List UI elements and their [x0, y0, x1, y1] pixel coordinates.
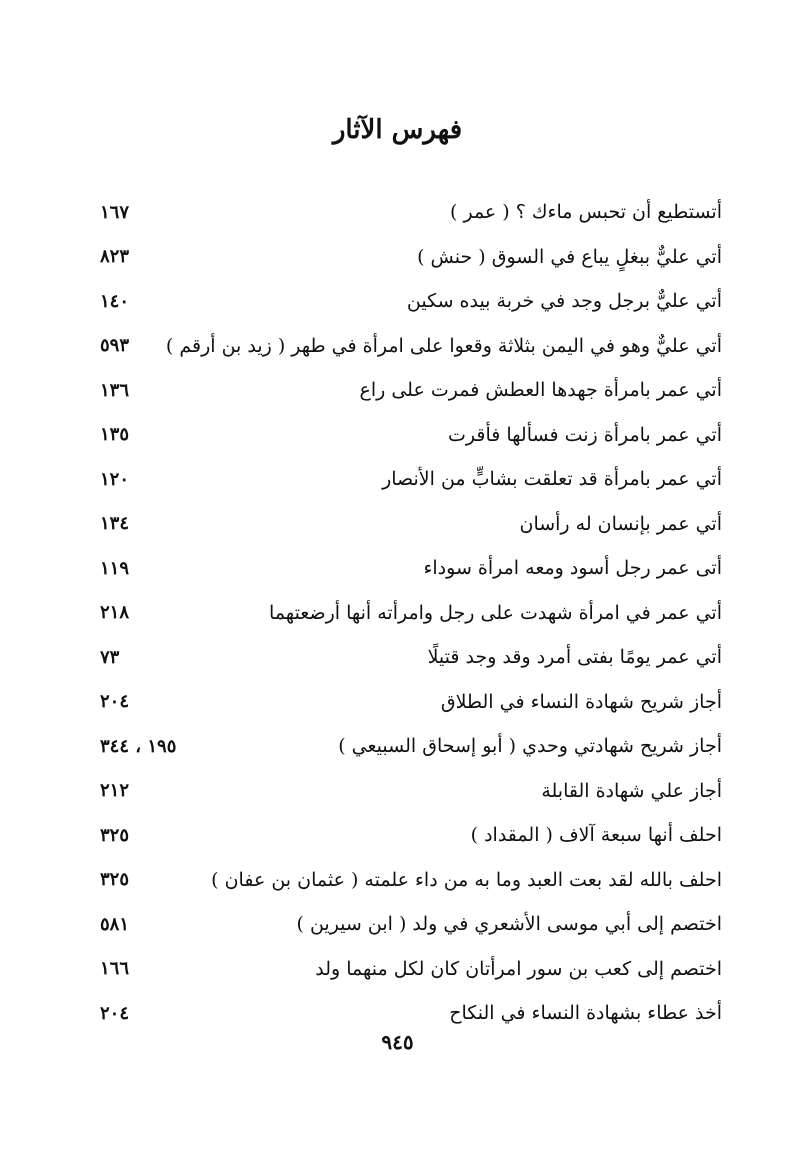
index-entry	[100, 991, 722, 1036]
entry-text: أجاز شريح شهادتي وحدي ( أبو إسحاق السبيعي )	[338, 735, 722, 758]
entry-text: أتي عمر بامرأة جهدها العطش فمرت على راع	[359, 379, 722, 402]
entry-page-ref: ١٢٠	[100, 468, 130, 490]
index-entry	[100, 502, 722, 547]
index-entry	[100, 813, 722, 858]
entry-text: أتي عمر في امرأة شهدت على رجل وامرأته أنها أرضعتهما	[269, 601, 722, 624]
index-entry	[100, 457, 722, 502]
entry-text: أتي عمر بإنسان له رأسان	[519, 512, 722, 535]
page-number: ٩٤٥	[381, 1030, 414, 1054]
entry-page-ref: ١٦٦	[100, 958, 130, 980]
entry-page-ref: ١٦٧	[100, 201, 130, 223]
entry-text: أجاز علي شهادة القابلة	[541, 779, 722, 802]
entry-text: أتي عمر بامرأة زنت فسألها فأقرت	[448, 423, 722, 446]
index-entry	[100, 902, 722, 947]
entry-page-ref: ٢١٢	[100, 780, 130, 802]
entry-page-ref: ١٣٤	[100, 513, 130, 535]
entry-page-ref: ١٤٠	[100, 290, 130, 312]
entry-text: أتستطيع أن تحبس ماءك ؟ ( عمر )	[450, 201, 722, 224]
index-entry	[100, 680, 722, 725]
entry-page-ref: ٥٨١	[100, 913, 130, 935]
entry-page-ref: ٣٢٥	[100, 824, 130, 846]
index-entry	[100, 413, 722, 458]
index-entry	[100, 368, 722, 413]
entry-text: أتي عمر يومًا بفتى أمرد وقد وجد قتيلًا	[427, 646, 722, 669]
entry-page-ref: ١١٩	[100, 557, 130, 579]
index-entry	[100, 324, 722, 369]
page-title: فهرس الآثار	[332, 115, 463, 145]
entry-text: احلف بالله لقد بعت العبد وما به من داء علمته ( عثمان بن عفان )	[211, 868, 722, 891]
entry-text: أخذ عطاء بشهادة النساء في النكاح	[449, 1002, 722, 1025]
index-entry	[100, 769, 722, 814]
entry-page-ref: ٧٣	[100, 646, 120, 668]
entry-text: أتى عمر رجل أسود ومعه امرأة سوداء	[423, 557, 722, 580]
entry-text: أجاز شريح شهادة النساء في الطلاق	[440, 690, 722, 713]
entry-text: اختصم إلى كعب بن سور امرأتان كان لكل منهما ولد	[315, 957, 722, 980]
index-list	[100, 190, 722, 1036]
index-entry	[100, 190, 722, 235]
entry-page-ref: ١٣٦	[100, 379, 130, 401]
index-entry	[100, 858, 722, 903]
index-entry	[100, 546, 722, 591]
index-entry	[100, 279, 722, 324]
index-entry	[100, 635, 722, 680]
entry-text: أتي عمر بامرأة قد تعلقت بشابٍّ من الأنصار	[382, 468, 722, 491]
entry-page-ref: ٥٩٣	[100, 335, 130, 357]
index-entry	[100, 947, 722, 992]
index-entry	[100, 724, 722, 769]
entry-text: أتي عليٌّ وهو في اليمن بثلاثة وقعوا على امرأة في طهر ( زيد بن أرقم )	[165, 334, 722, 357]
entry-text: أتي عليٌّ ببغلٍ يباع في السوق ( حنش )	[417, 245, 722, 268]
entry-text: اختصم إلى أبي موسى الأشعري في ولد ( ابن سيرين )	[296, 913, 722, 936]
entry-page-ref: ٢١٨	[100, 602, 130, 624]
entry-page-ref: ٢٠٤	[100, 691, 130, 713]
entry-page-ref: ١٣٥	[100, 424, 130, 446]
entry-text: احلف أنها سبعة آلاف ( المقداد )	[470, 824, 722, 847]
entry-page-ref: ٨٢٣	[100, 246, 130, 268]
entry-page-ref: ٢٠٤	[100, 1002, 130, 1024]
index-entry	[100, 235, 722, 280]
entry-text: أتي عليٌّ برجل وجد في خربة بيده سكين	[406, 290, 722, 313]
entry-page-ref: ١٩٥ ، ٣٤٤	[100, 735, 177, 757]
entry-page-ref: ٣٢٥	[100, 869, 130, 891]
index-entry	[100, 591, 722, 636]
